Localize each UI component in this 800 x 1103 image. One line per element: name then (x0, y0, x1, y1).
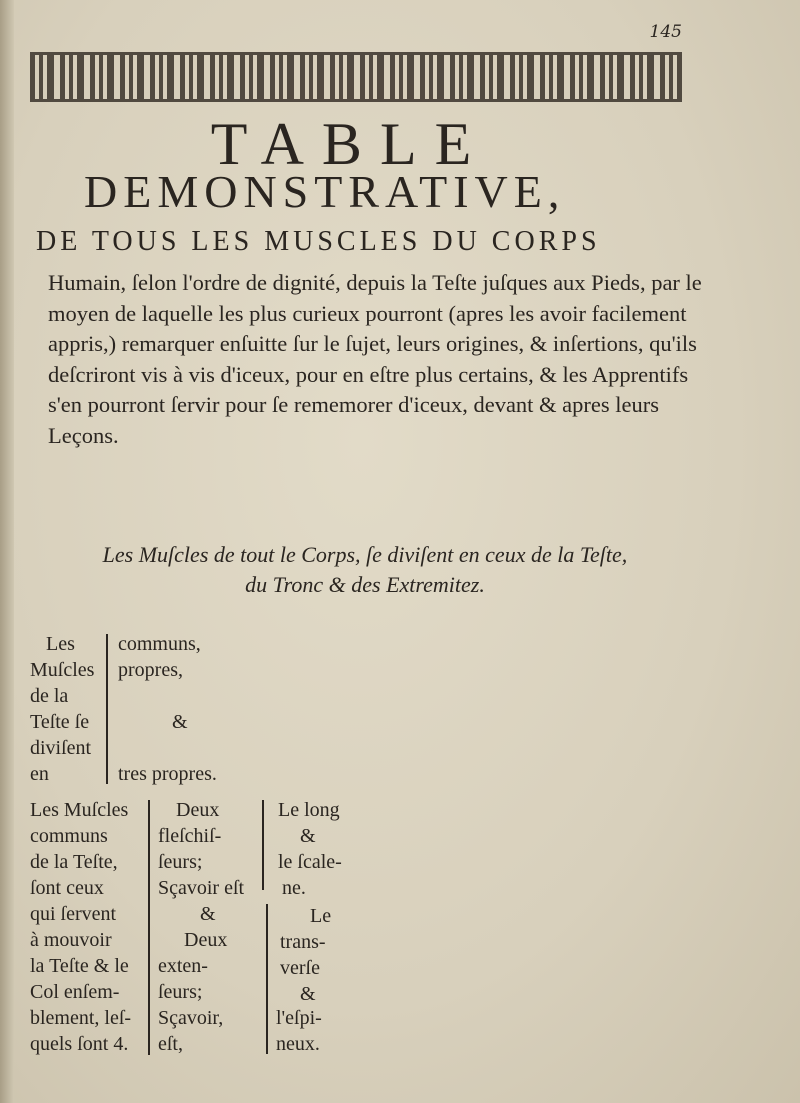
table2-col1-8: blement, leſ- (30, 1007, 132, 1029)
intro-paragraph (48, 260, 708, 451)
table2-col3a-2: le ſcale- (278, 851, 342, 873)
table1-left-4: diviſent (30, 737, 92, 759)
table2-col2b-1: exten- (158, 955, 208, 977)
table2-col3a-1: & (300, 825, 316, 847)
intro-body: Humain, ſelon l'ordre de dignité, depuis la Teſte juſques aux Pieds, par le moyen de laquelle les plus curieux pourront (apres les avoir facilement appris,) remarquer enſuitte ſur le ſujet, leurs origines, & inſertions, qu'ils deſcriront vis à vis d'iceux, pour en eſtre plus certains, & les Apprentifs s'en pourront ſervir pour ſe rememorer d'iceux, devant & apres leurs Leçons. (48, 270, 702, 448)
table2-col2-amp: & (200, 903, 216, 925)
table2-col2a-0: Deux (176, 799, 220, 821)
table2-col2b-3: Sçavoir, (158, 1007, 224, 1029)
table2-col1-2: de la Teſte, (30, 851, 118, 873)
table2-col3b-5: neux. (276, 1033, 320, 1055)
table1-right-0: communs, (118, 633, 201, 655)
table2-col3b-0: Le (310, 905, 332, 927)
intro-first-line: DE TOUS LES MUSCLES DU CORPS (36, 226, 601, 257)
decorative-ornament-band (30, 52, 682, 102)
table2-col1-7: Col enſem- (30, 981, 120, 1003)
title-line-1: TABLE (210, 111, 490, 177)
table2-col1-1: communs (30, 825, 108, 847)
brace (266, 904, 268, 1054)
table1-left-1: Muſcles (30, 659, 95, 681)
division-statement (30, 540, 700, 600)
table2-col2b-4: eſt, (158, 1033, 183, 1055)
brace (262, 800, 264, 890)
table2-col1-6: la Teſte & le (30, 955, 129, 977)
brace (148, 800, 150, 1055)
table1-left-5: en (30, 763, 49, 785)
table2-col2b-0: Deux (184, 929, 228, 951)
division-line-1: Les Muſcles de tout le Corps, ſe diviſent en ceux de la Teſte, (102, 542, 628, 567)
division-line-2: du Tronc & des Extremitez. (245, 572, 485, 597)
table1-right-2: & (172, 711, 188, 733)
table2-col2a-2: ſeurs; (158, 851, 203, 873)
table2-col1-5: à mouvoir (30, 929, 112, 951)
table2-col3b-3: & (300, 983, 316, 1005)
table2-col1-9: quels ſont 4. (30, 1033, 129, 1055)
table2-col3a-3: ne. (282, 877, 306, 899)
table2-col2a-3: Sçavoir eſt (158, 877, 245, 899)
table1-left-3: Teſte ſe (30, 711, 90, 733)
table2-col3b-2: verſe (280, 957, 320, 979)
table2-col1-3: ſont ceux (30, 877, 104, 899)
table1-right-3: tres propres. (118, 763, 217, 785)
brace (106, 634, 108, 784)
table1-left-0: Les (46, 633, 75, 655)
title-line-2: DEMONSTRATIVE, (84, 166, 566, 217)
page-number: 145 (649, 22, 682, 42)
table2-col3b-4: l'eſpi- (276, 1007, 322, 1029)
table2-col3a-0: Le long (278, 799, 340, 821)
table2-col2b-2: ſeurs; (158, 981, 203, 1003)
table2-col2a-1: fleſchiſ- (158, 825, 222, 847)
table1-left-2: de la (30, 685, 69, 707)
table2-col1-0: Les Muſcles (30, 799, 129, 821)
table2-col1-4: qui ſervent (30, 903, 117, 925)
table2-col3b-1: trans- (280, 931, 326, 953)
table1-right-1: propres, (118, 659, 183, 681)
